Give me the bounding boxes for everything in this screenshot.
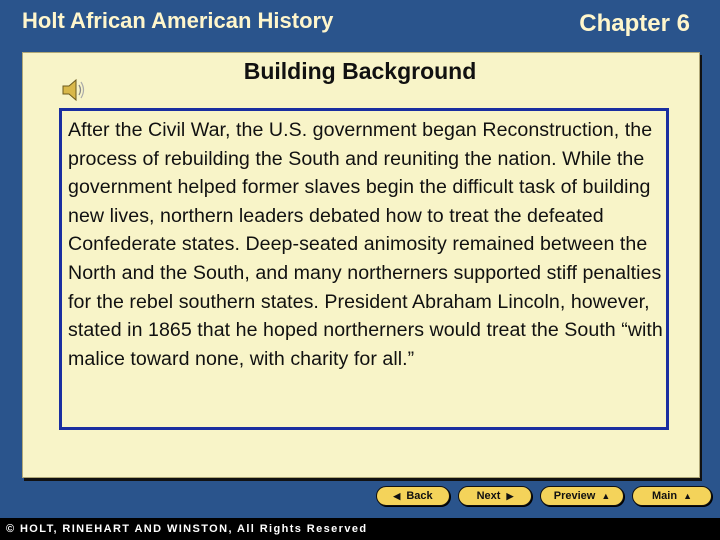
chapter-label: Chapter 6 [579, 10, 690, 37]
body-paragraph: After the Civil War, the U.S. government began Reconstruction, the process of rebuilding the South and reuniting the nation. While the government helped former slaves begin the difficult task of building new lives, northern leaders debated how to treat the defeated Confederate states. Deep-seated animosity remained between the North and the South, and many northerners supported stiff penalties for the rebel southern states. President Abraham Lincoln, however, stated in 1865 that he hoped northerners would treat the South “with malice toward none, with charity for all.” [68, 119, 663, 370]
next-arrow-icon: ▶ [506, 490, 514, 501]
home-icon: ▲ [601, 491, 611, 501]
copyright-footer: © HOLT, RINEHART AND WINSTON, All Rights Reserved [0, 518, 720, 540]
preview-button[interactable] [540, 486, 624, 506]
main-label: Main [652, 490, 678, 502]
main-button[interactable] [632, 486, 712, 506]
back-arrow-icon: ◀ [393, 490, 401, 501]
nav-bar [376, 486, 712, 506]
back-button[interactable] [376, 486, 450, 506]
back-label: Back [406, 490, 433, 502]
speaker-icon[interactable] [60, 76, 88, 104]
home-icon: ▲ [683, 491, 692, 501]
preview-label: Preview [553, 490, 596, 502]
text-box [59, 108, 669, 430]
next-label: Next [476, 490, 501, 502]
section-heading: Building Background [243, 58, 477, 84]
header-title: Holt African American History [22, 8, 334, 33]
next-button[interactable] [458, 486, 532, 506]
